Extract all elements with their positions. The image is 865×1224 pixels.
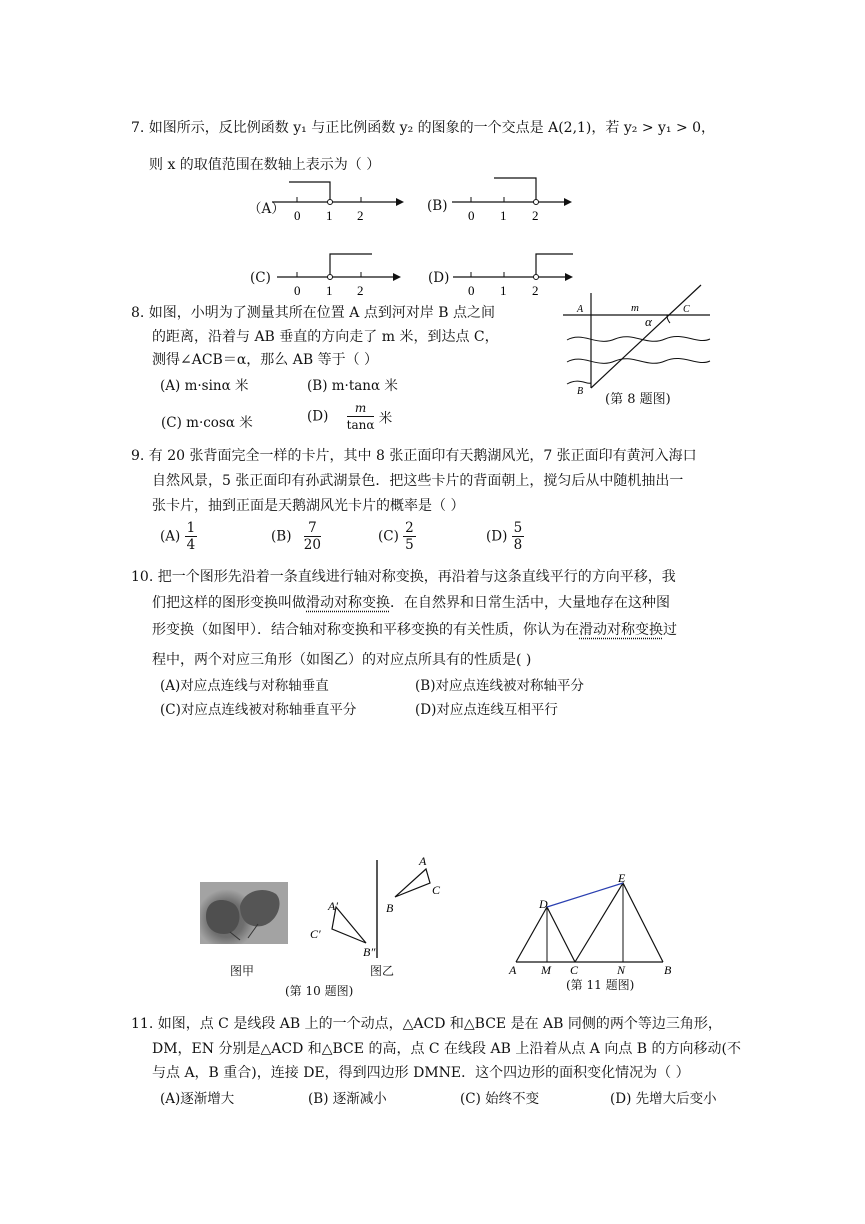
q10-term-highlight: 滑动对称变换 [306,595,390,611]
q10-label-c: C [432,883,441,897]
q8-line1: 8. 如图，小明为了测量其所在位置 A 点到河对岸 B 点之间 [131,305,496,321]
q8-label-a: A [577,304,584,315]
q7-d-tick-2: 2 [532,283,539,298]
q11-line2: DM，EN 分别是△ACD 和△BCE 的高，点 C 在线段 AB 上沿着从点 A 向点 B 的方向移动(不 [152,1041,742,1057]
q8-figure-caption: (第 8 题图) [605,392,671,407]
q11-label-m: M [541,963,551,977]
q9-line1: 9. 有 20 张背面完全一样的卡片，其中 8 张正面印有天鹅湖风光，7 张正面印有黄河入海口 [131,448,697,464]
q7-c-tick-0: 0 [294,283,301,298]
q11-option-c: (C) 始终不变 [460,1091,540,1107]
q10-fig-jia-label: 图甲 [230,964,255,978]
q10-label-a2: A′ [328,899,338,913]
q8-river-figure [563,285,713,397]
q8-label-alpha: α [645,314,652,329]
q8-option-d-den: tanα [346,418,375,432]
q10-label-c2: C′ [310,927,321,941]
q10-line4: 程中，两个对应三角形（如图乙）的对应点所具有的性质是( ) [152,652,532,668]
q11-option-b: (B) 逐渐减小 [308,1091,387,1107]
q11-figure-caption: (第 11 题图) [566,978,635,992]
q10-triangle-figure [308,855,448,960]
q11-label-n: N [617,963,626,977]
q10-term-highlight-2: 滑动对称变换 [579,622,663,638]
q10-line1: 10. 把一个图形先沿着一条直线进行轴对称变换，再沿着与这条直线平行的方向平移，我 [131,569,676,585]
q11-triangle-figure [506,870,686,980]
q7-a-tick-1: 1 [326,208,333,223]
q8-option-d [307,400,392,433]
q10-fig-yi-label: 图乙 [370,964,395,978]
q7-option-b-label: (B) [427,198,448,214]
q8-option-b: (B) m·tanα 米 [307,378,398,394]
q11-label-a: A [509,963,517,977]
q8-label-m: m [631,302,639,314]
q7-a-tick-2: 2 [357,208,364,223]
q7-d-tick-1: 1 [500,283,507,298]
q10-label-b: B [386,901,394,915]
q10-option-b: (B)对应点连线被对称轴平分 [415,678,584,694]
q7-numberline-a [272,175,407,223]
q9-line2: 自然风景，5 张正面印有孙武湖景色．把这些卡片的背面朝上，搅匀后从中随机抽出一 [152,473,684,489]
q11-label-d: D [539,897,548,911]
q11-line1: 11. 如图，点 C 是线段 AB 上的一个动点，△ACD 和△BCE 是在 AB 同侧的两个等边三角形， [131,1016,722,1032]
q7-line1: 7. 如图所示，反比例函数 y₁ 与正比例函数 y₂ 的图象的一个交点是 A(2,1)，若 y₂ > y₁ > 0， [131,120,716,136]
q9-option-c: (C) $\frac{2}{5}$ [378,520,414,553]
q8-line2: 的距离，沿着与 AB 垂直的方向走了 m 米，到达点 C， [152,329,499,345]
q8-option-d-unit: 米 [378,410,393,427]
q7-b-tick-0: 0 [468,208,475,223]
q10-leaf-photo [200,882,288,944]
q11-label-c: C [570,963,579,977]
q10-option-a: (A)对应点连线与对称轴垂直 [160,678,329,694]
q7-d-tick-0: 0 [468,283,475,298]
q7-numberline-c [277,252,407,297]
q8-line3: 测得∠ACB＝α，那么 AB 等于（ ） [152,352,379,368]
q8-label-b: B [577,386,584,397]
q8-option-a: (A) m·sinα 米 [160,378,249,394]
q10-option-d: (D)对应点连线互相平行 [415,702,558,718]
q7-numberline-b [452,175,577,223]
q7-c-tick-1: 1 [326,283,333,298]
q9-option-d: (D) $\frac{5}{8}$ [486,520,523,553]
q7-line2: 则 x 的取值范围在数轴上表示为（ ） [149,157,381,173]
q11-line3: 与点 A，B 重合)，连接 DE，得到四边形 DMNE．这个四边形的面积变化情况为（ ） [152,1065,690,1081]
q7-b-tick-1: 1 [500,208,507,223]
q8-option-c: (C) m·cosα 米 [161,415,253,431]
q11-option-a: (A)逐渐增大 [160,1091,235,1107]
q7-b-tick-2: 2 [532,208,539,223]
q9-option-b: (B) $\frac{7}{20}$ [271,520,321,553]
q10-option-c: (C)对应点连线被对称轴垂直平分 [160,702,357,718]
q7-option-d-label: (D) [428,270,450,286]
q7-a-tick-0: 0 [294,208,301,223]
q11-label-b: B [664,963,672,977]
q7-numberline-d [453,252,578,297]
q10-figure-caption: (第 10 题图) [285,984,354,998]
q10-line2: 们把这样的图形变换叫做滑动对称变换．在自然界和日常生活中，大量地存在这种图 [152,595,670,611]
q9-option-a: (A) $\frac{1}{4}$ [160,520,196,553]
q10-label-b2: B″ [363,945,376,959]
q7-option-c-label: (C) [250,270,271,286]
q8-option-d-label: (D) [307,408,329,425]
q10-line3: 形变换（如图甲）．结合轴对称变换和平移变换的有关性质，你认为在滑动对称变换过 [152,622,677,638]
q8-option-d-num: m [347,400,375,417]
q8-label-c: C [683,304,690,315]
q9-line3: 张卡片，抽到正面是天鹅湖风光卡片的概率是（ ） [152,498,465,514]
q7-option-a-label: （A） [248,201,285,217]
q11-label-e: E [618,871,626,885]
q7-c-tick-2: 2 [357,283,364,298]
q10-label-a: A [419,854,427,868]
q11-option-d: (D) 先增大后变小 [610,1091,717,1107]
